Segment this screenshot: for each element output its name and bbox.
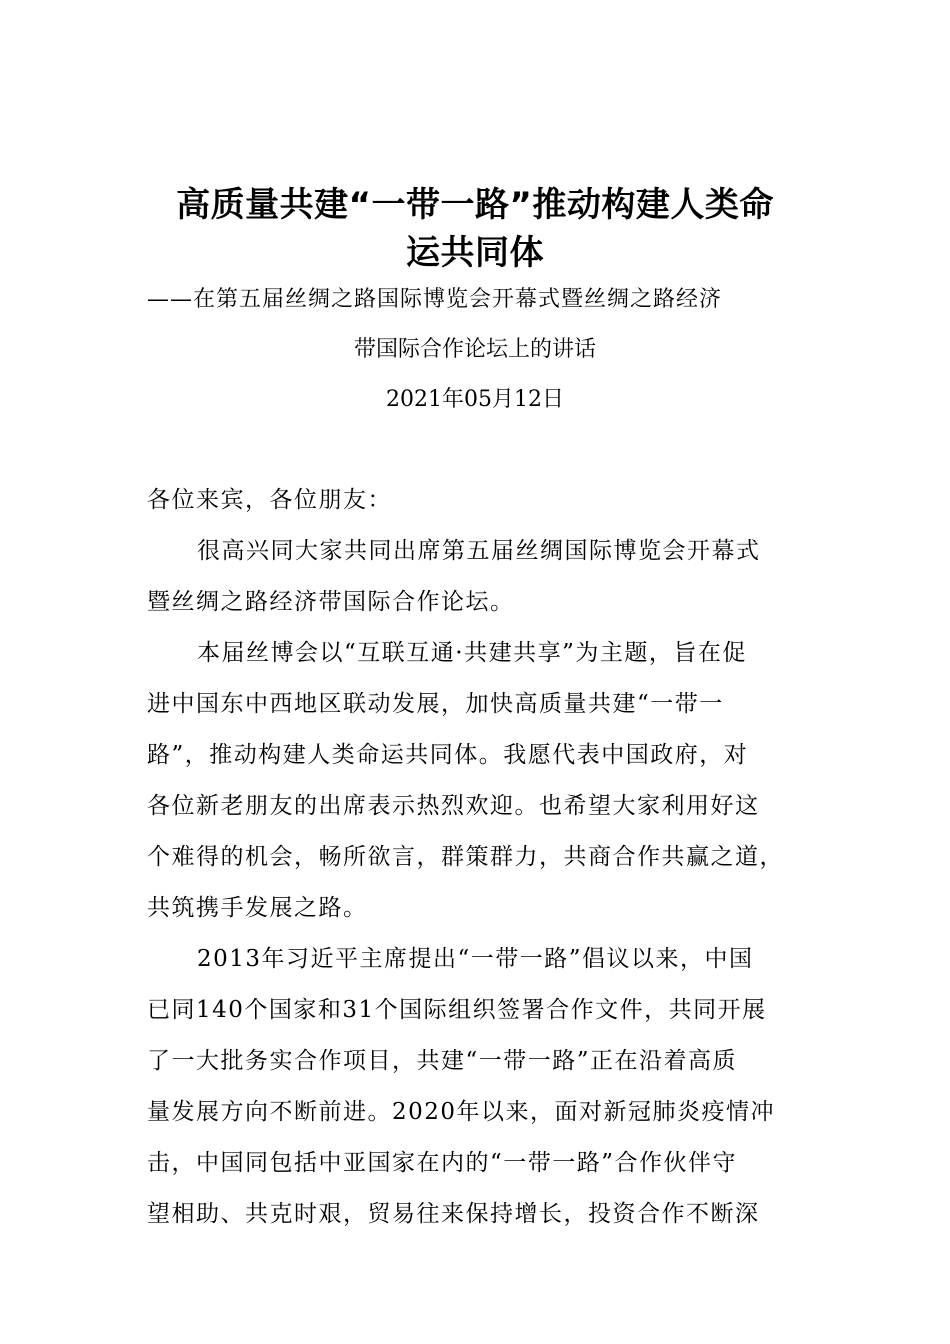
body-line: 个难得的机会，畅所欲言，群策群力，共商合作共赢之道， — [147, 844, 784, 870]
body-line: 很高兴同大家共同出席第五届丝绸国际博览会开幕式 — [197, 538, 761, 564]
body-line: 进中国东中西地区联动发展，加快高质量共建“一带一 — [147, 691, 724, 717]
body-line: 2013年习近平主席提出“一带一路”倡议以来，中国 — [197, 946, 754, 972]
body-line: 路”，推动构建人类命运共同体。我愿代表中国政府，对 — [147, 742, 749, 768]
speech-date: 2021年05月12日 — [386, 387, 564, 412]
body-line: 各位来宾，各位朋友： — [147, 487, 392, 513]
subtitle-line-1: ——在第五届丝绸之路国际博览会开幕式暨丝绸之路经济 — [147, 287, 723, 312]
subtitle-line-2: 带国际合作论坛上的讲话 — [353, 337, 596, 362]
body-line: 望相助、共克时艰，贸易往来保持增长，投资合作不断深 — [147, 1201, 760, 1227]
body-line: 已同140个国家和31个国际组织签署合作文件，共同开展 — [147, 997, 767, 1023]
title-line-1: 高质量共建“一带一路”推动构建人类命 — [176, 185, 774, 225]
body-line: 击，中国同包括中亚国家在内的“一带一路”合作伙伴守 — [147, 1150, 738, 1176]
body-line: 暨丝绸之路经济带国际合作论坛。 — [147, 589, 515, 615]
body-line: 量发展方向不断前进。2020年以来，面对新冠肺炎疫情冲 — [147, 1099, 776, 1125]
body-line: 本届丝博会以“互联互通·共建共享”为主题，旨在促 — [197, 640, 747, 666]
body-line: 了一大批务实合作项目，共建“一带一路”正在沿着高质 — [147, 1048, 738, 1074]
body-line: 共筑携手发展之路。 — [147, 895, 368, 921]
title-line-2: 运共同体 — [406, 233, 544, 273]
body-line: 各位新老朋友的出席表示热烈欢迎。也希望大家利用好这 — [147, 793, 760, 819]
